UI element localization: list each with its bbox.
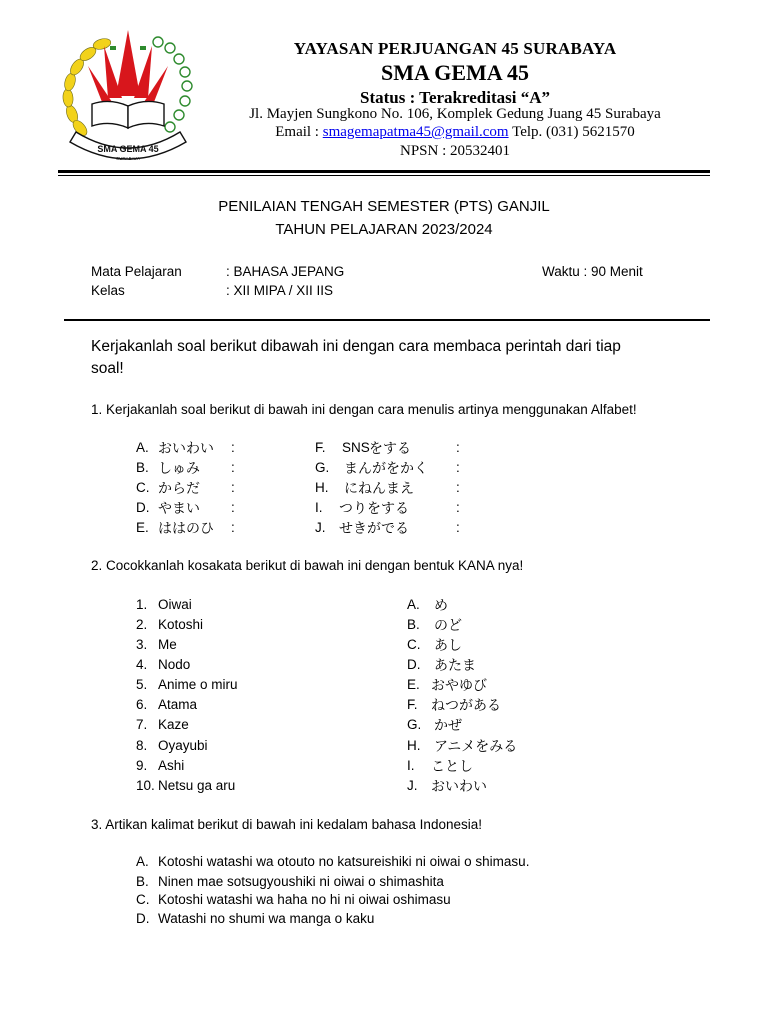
school-address: Jl. Mayjen Sungkono No. 106, Komplek Gedung Juang 45 Surabaya	[249, 106, 661, 122]
q1-colon: :	[231, 500, 235, 515]
q2-word: Nodo	[158, 657, 191, 672]
q1-colon: :	[456, 480, 460, 495]
accreditation-status: Status : Terakreditasi “A”	[359, 88, 550, 107]
npsn-number: NPSN : 20532401	[399, 143, 511, 159]
q1-prefix: SNS	[342, 440, 370, 455]
q2-word: Atama	[158, 697, 198, 712]
q2-letter: G.	[407, 717, 422, 732]
logo-subtext: SURABAYA	[116, 156, 140, 161]
q2-letter: H.	[407, 738, 421, 753]
subject-label: Mata Pelajaran	[91, 264, 182, 279]
q2-kana: おやゆび	[431, 678, 487, 694]
q1-colon: :	[231, 440, 235, 455]
header-divider-thin	[58, 175, 710, 176]
q1-kana: しゅみ	[158, 461, 200, 477]
q2-kana: アニメをみる	[434, 739, 518, 755]
q2-letter: E.	[407, 677, 420, 692]
q2-letter: I.	[407, 758, 415, 773]
q2-number: 1.	[136, 597, 148, 612]
book-icon	[92, 101, 164, 128]
q1-kana: まんがをかく	[344, 461, 428, 477]
class-label: Kelas	[91, 283, 125, 298]
logo-text: SMA GEMA 45	[97, 144, 159, 154]
q3-letter: D.	[136, 911, 150, 926]
q3-letter: A.	[136, 854, 149, 869]
q1-colon: :	[456, 500, 460, 515]
q1-letter: J.	[315, 520, 326, 535]
q2-kana: め	[434, 598, 448, 614]
q2-number: 6.	[136, 697, 148, 712]
q3-letter: B.	[136, 874, 149, 889]
q1-kana: ははのひ	[158, 521, 214, 537]
q2-word: Oiwai	[158, 597, 192, 612]
exam-year: TAHUN PELAJARAN 2023/2024	[275, 221, 493, 238]
q2-word: Ashi	[158, 758, 185, 773]
q1-letter: G.	[315, 460, 330, 475]
q1-colon: :	[456, 440, 460, 455]
subject-value: : BAHASA JEPANG	[226, 264, 345, 279]
q1-colon: :	[231, 480, 235, 495]
school-logo	[58, 24, 198, 164]
q2-word: Netsu ga aru	[158, 778, 236, 793]
q2-kana: あし	[434, 638, 462, 654]
q3-sentence: Watashi no shumi wa manga o kaku	[158, 911, 375, 926]
q2-word: Me	[158, 637, 177, 652]
q1-letter: F.	[315, 440, 326, 455]
q1-kana: つりをする	[339, 501, 409, 517]
q1-colon: :	[456, 460, 460, 475]
q2-kana: ねつがある	[431, 698, 501, 714]
q1-kana: せきがでる	[339, 521, 409, 537]
q2-number: 4.	[136, 657, 148, 672]
instruction-line-1: Kerjakanlah soal berikut dibawah ini dengan cara membaca perintah dari tiap	[91, 338, 621, 355]
q1-letter: B.	[136, 460, 149, 475]
q1-letter: D.	[136, 500, 150, 515]
q3-sentence: Kotoshi watashi wa haha no hi ni oiwai oshimasu	[158, 892, 451, 907]
q2-word: Oyayubi	[158, 738, 208, 753]
q2-prompt: 2. Cocokkanlah kosakata berikut di bawah ini dengan bentuk KANA nya!	[91, 558, 524, 573]
header-divider-thick	[58, 170, 710, 173]
school-name: SMA GEMA 45	[381, 60, 529, 85]
phone-number: Telp. (031) 5621570	[508, 124, 635, 140]
foundation-name: YAYASAN PERJUANGAN 45 SURABAYA	[293, 39, 617, 58]
q1-colon: :	[231, 460, 235, 475]
q3-letter: C.	[136, 892, 150, 907]
q1-kana: やまい	[158, 501, 200, 517]
q2-number: 2.	[136, 617, 148, 632]
q2-letter: C.	[407, 637, 421, 652]
q2-number: 8.	[136, 738, 148, 753]
q1-letter: I.	[315, 500, 323, 515]
q1-letter: A.	[136, 440, 149, 455]
q2-kana: ことし	[431, 759, 473, 775]
q1-letter: H.	[315, 480, 329, 495]
q2-number: 9.	[136, 758, 148, 773]
q1-prompt: 1. Kerjakanlah soal berikut di bawah ini dengan cara menulis artinya menggunakan Alfabet!	[91, 402, 637, 417]
q2-kana: あたま	[434, 658, 476, 674]
q2-letter: B.	[407, 617, 420, 632]
q1-colon: :	[231, 520, 235, 535]
class-value: : XII MIPA / XII IIS	[226, 283, 334, 298]
q2-word: Kotoshi	[158, 617, 204, 632]
q1-kana: をする	[369, 441, 411, 457]
q2-letter: F.	[407, 697, 418, 712]
q2-word: Kaze	[158, 717, 189, 732]
q1-kana: からだ	[158, 481, 200, 497]
q1-colon: :	[456, 520, 460, 535]
q1-kana: にねんまえ	[344, 481, 414, 497]
q2-number: 10.	[136, 778, 155, 793]
section-divider	[64, 319, 710, 321]
q1-letter: C.	[136, 480, 150, 495]
q3-sentence: Kotoshi watashi wa otouto no katsureishiki ni oiwai o shimasu.	[158, 854, 530, 869]
instruction-line-2: soal!	[91, 360, 124, 377]
q1-letter: E.	[136, 520, 149, 535]
q2-letter: D.	[407, 657, 421, 672]
q2-letter: A.	[407, 597, 420, 612]
q2-number: 3.	[136, 637, 148, 652]
q2-number: 5.	[136, 677, 148, 692]
contact-line	[200, 124, 710, 141]
q2-kana: のど	[434, 618, 462, 634]
email-label: Email :	[275, 124, 323, 140]
q2-number: 7.	[136, 717, 148, 732]
email-link[interactable]: smagemapatma45@gmail.com	[322, 124, 509, 140]
q2-kana: おいわい	[431, 779, 487, 795]
q3-sentence: Ninen mae sotsugyoushiki ni oiwai o shimashita	[158, 874, 444, 889]
q2-kana: かぜ	[434, 718, 462, 734]
q1-kana: おいわい	[158, 441, 214, 457]
q2-word: Anime o miru	[158, 677, 238, 692]
q2-letter: J.	[407, 778, 418, 793]
q3-prompt: 3. Artikan kalimat berikut di bawah ini kedalam bahasa Indonesia!	[91, 817, 482, 832]
exam-title: PENILAIAN TENGAH SEMESTER (PTS) GANJIL	[218, 198, 550, 215]
exam-time: Waktu : 90 Menit	[542, 264, 643, 279]
